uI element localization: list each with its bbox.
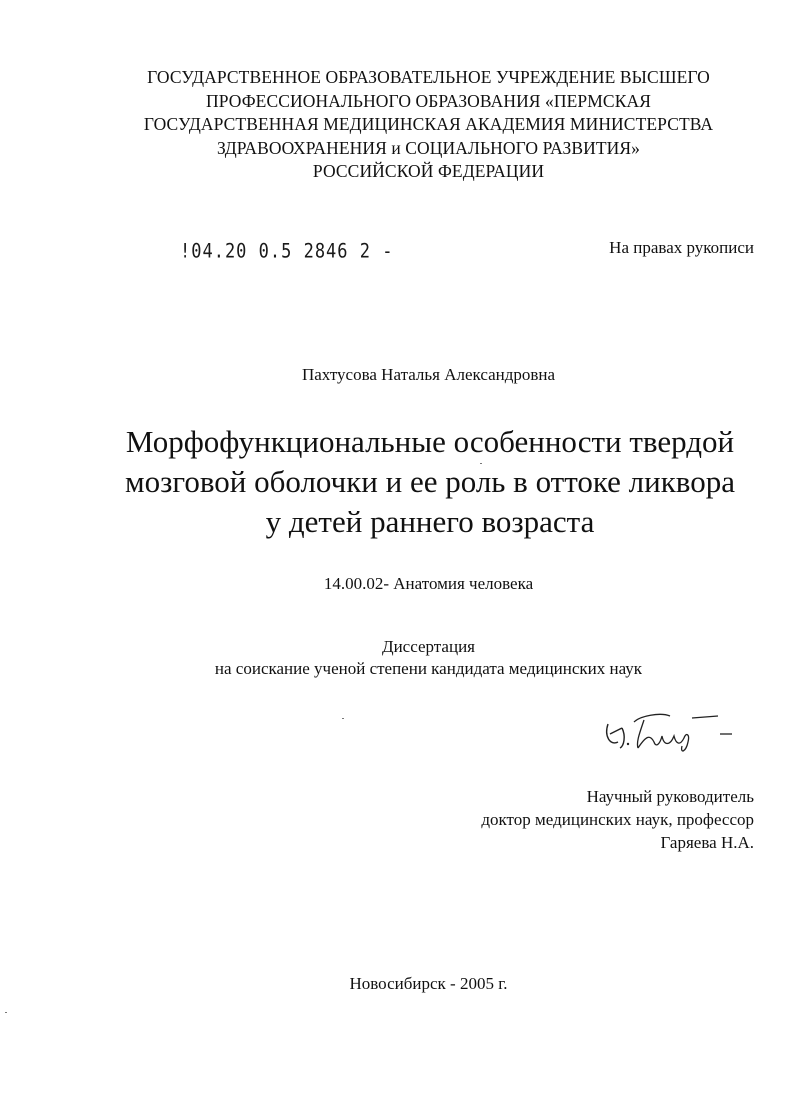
scan-speck bbox=[480, 463, 482, 464]
title-line: Морфофункциональные особенности твердой bbox=[125, 424, 735, 459]
scan-speck bbox=[5, 1012, 7, 1013]
title-line: у детей раннего возраста bbox=[265, 504, 595, 539]
institution-line: ГОСУДАРСТВЕННАЯ МЕДИЦИНСКАЯ АКАДЕМИЯ МИНИСТЕРСТВА bbox=[143, 114, 714, 134]
institution-line: ЗДРАВООХРАНЕНИЯ и СОЦИАЛЬНОГО РАЗВИТИЯ» bbox=[216, 137, 641, 158]
registration-number-stamp: !04.20 0.5 2846 2 - bbox=[180, 240, 394, 263]
dissertation-title bbox=[90, 422, 770, 542]
degree-sought: на соискание ученой степени кандидата медицинских наук bbox=[214, 659, 643, 678]
title-line: мозговой оболочки и ее роль в оттоке ликвора bbox=[125, 464, 735, 499]
supervisor-role: Научный руководитель bbox=[586, 787, 754, 806]
rights-notice: На правах рукописи bbox=[609, 238, 754, 257]
supervisor-credentials: доктор медицинских наук, профессор bbox=[481, 810, 754, 829]
institution-line: ПРОФЕССИОНАЛЬНОГО ОБРАЗОВАНИЯ «ПЕРМСКАЯ bbox=[206, 90, 651, 111]
specialty-code: 14.00.02- Анатомия человека bbox=[323, 574, 534, 593]
author-name: Пахтусова Наталья Александровна bbox=[301, 365, 556, 384]
dissertation-description bbox=[0, 636, 797, 680]
handwritten-signature-icon bbox=[600, 706, 740, 756]
dissertation-type: Диссертация bbox=[381, 637, 475, 656]
institution-line: ГОСУДАРСТВЕННОЕ ОБРАЗОВАТЕЛЬНОЕ УЧРЕЖДЕНИЕ ВЫСШЕГО bbox=[147, 67, 710, 87]
place-and-year: Новосибирск - 2005 г. bbox=[349, 974, 508, 993]
supervisor-name: Гаряева Н.А. bbox=[660, 833, 754, 852]
institution-line: РОССИЙСКОЙ ФЕДЕРАЦИИ bbox=[312, 161, 545, 181]
scan-speck bbox=[342, 718, 344, 719]
scientific-supervisor bbox=[481, 785, 754, 854]
institution-header bbox=[60, 66, 797, 184]
